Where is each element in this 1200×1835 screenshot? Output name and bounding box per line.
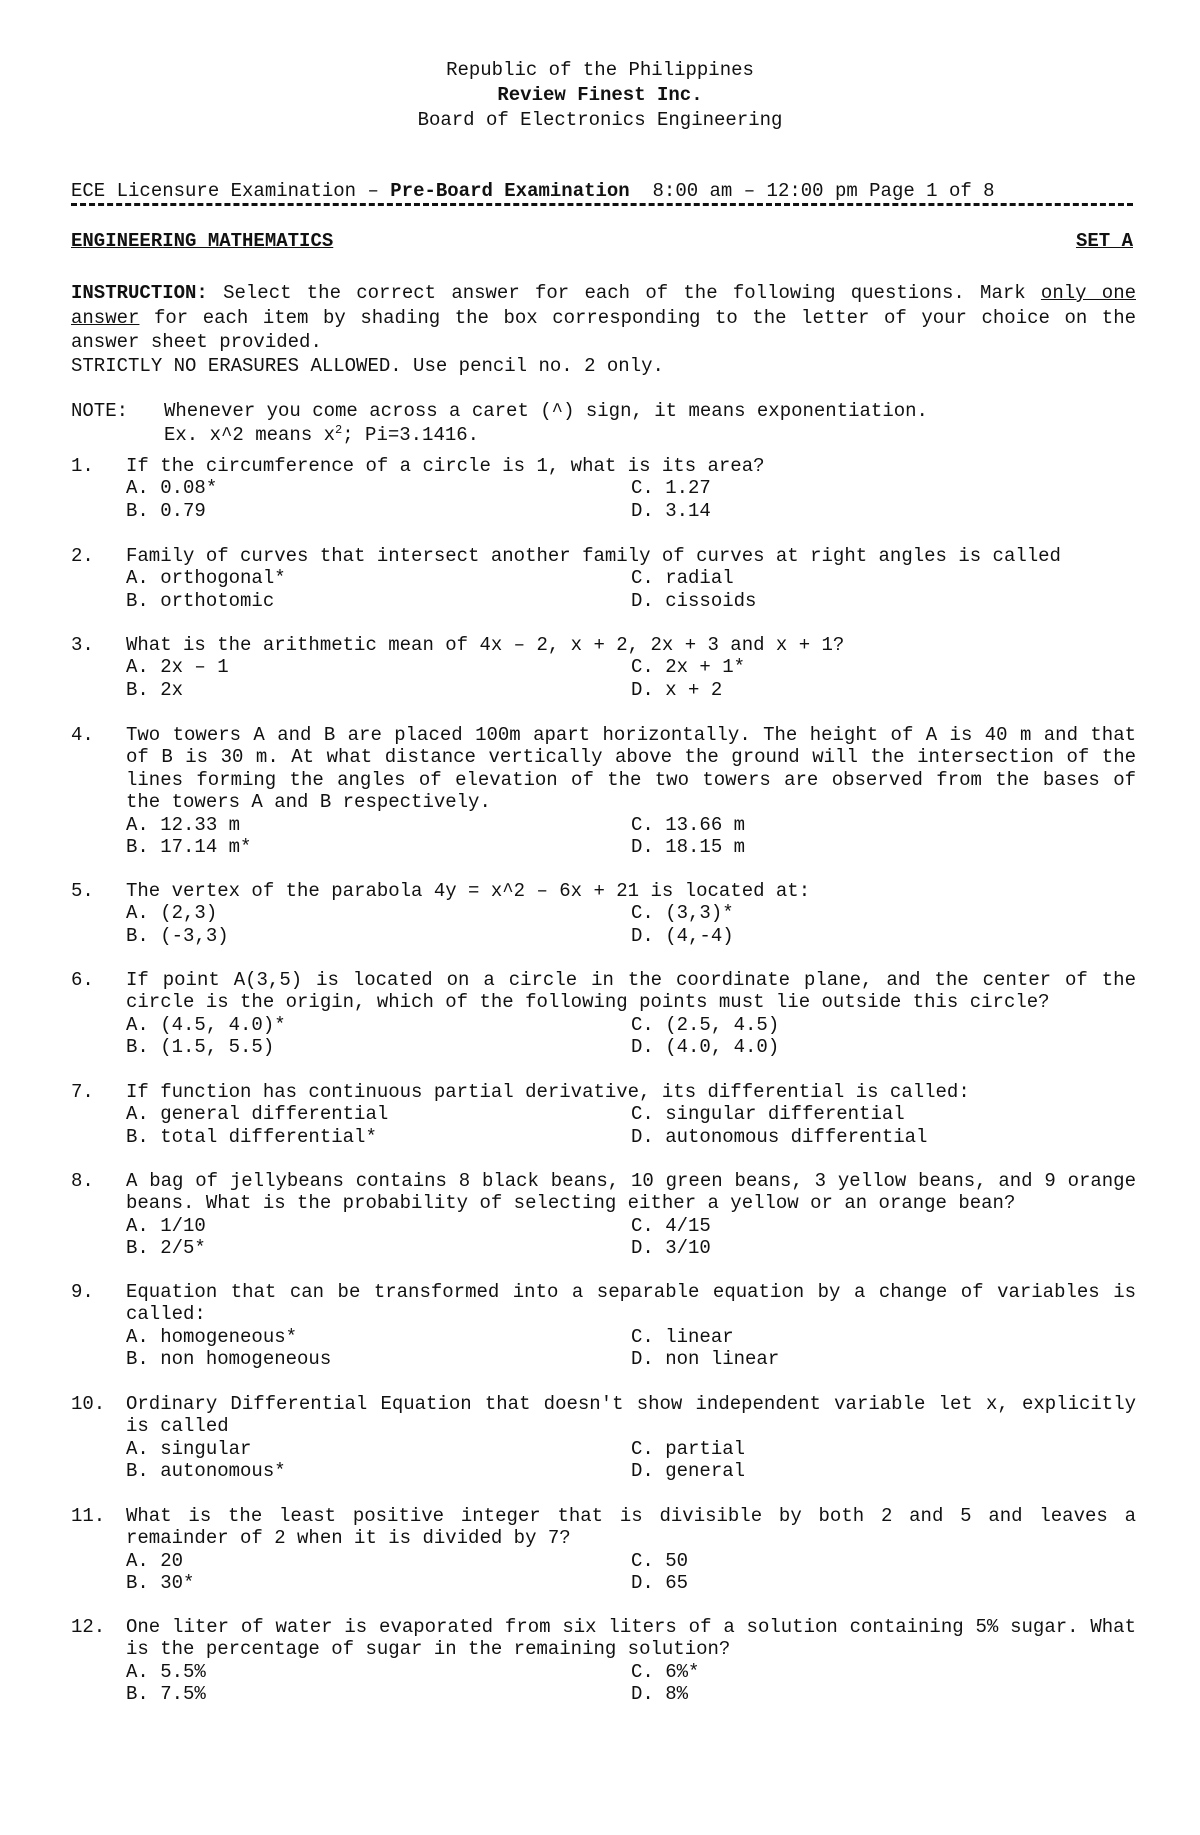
question-options — [126, 1550, 1136, 1595]
option-b: B. (1.5, 5.5) — [126, 1036, 275, 1059]
note-label: NOTE: — [71, 400, 129, 422]
question-options — [126, 1326, 1136, 1371]
header-board: Board of Electronics Engineering — [417, 109, 783, 131]
question-options — [126, 1438, 1136, 1483]
question-number: 5. — [71, 880, 94, 902]
note-line-2 — [164, 423, 479, 447]
note-line-1: Whenever you come across a caret (^) sign, it means exponentiation. — [164, 400, 928, 422]
question-item — [71, 634, 1136, 701]
question-text: What is the arithmetic mean of 4x – 2, x + 2, 2x + 3 and x + 1? — [126, 634, 845, 656]
option-a: A. 20 — [126, 1549, 184, 1572]
question-text: Ordinary Differential Equation that doesn't show independent variable let x, explicitly is called — [126, 1393, 1136, 1438]
question-text: Two towers A and B are placed 100m apart horizontally. The height of A is 40 m and that of B is 30 m. At what distance vertically above the ground will the intersection of the lines forming the angles of elevation of the two towers are observed from the bases of the towers A and B respectively. — [126, 724, 1136, 814]
option-a: A. general differential — [126, 1103, 389, 1126]
question-number: 3. — [71, 634, 94, 656]
option-c: C. linear — [631, 1325, 734, 1348]
instruction-label: INSTRUCTION: — [71, 282, 208, 304]
option-c: C. partial — [631, 1437, 746, 1460]
option-a: A. orthogonal* — [126, 567, 286, 590]
option-d: D. autonomous differential — [631, 1125, 928, 1148]
option-b: B. 0.79 — [126, 499, 206, 522]
set-label: SET A — [1075, 230, 1133, 252]
question-text: What is the least positive integer that is divisible by both 2 and 5 and leaves a remainder of 2 when it is divided by 7? — [126, 1505, 1136, 1550]
option-c: C. (3,3)* — [631, 902, 734, 925]
question-options — [126, 1014, 1136, 1059]
question-item — [71, 724, 1136, 858]
header-republic: Republic of the Philippines — [446, 59, 754, 81]
option-c: C. radial — [631, 567, 734, 590]
strict-notice: STRICTLY NO ERASURES ALLOWED. Use pencil no. 2 only. — [71, 355, 664, 377]
option-d: D. 8% — [631, 1683, 689, 1706]
option-a: A. singular — [126, 1437, 252, 1460]
question-text: If point A(3,5) is located on a circle in the coordinate plane, and the center of the circle is the origin, which of the following points must lie outside this circle? — [126, 969, 1136, 1014]
option-b: B. 7.5% — [126, 1683, 206, 1706]
option-c: C. (2.5, 4.5) — [631, 1013, 780, 1036]
option-d: D. cissoids — [631, 589, 757, 612]
option-c: C. 6%* — [631, 1660, 700, 1683]
note-superscript: 2 — [335, 423, 343, 437]
option-b: B. total differential* — [126, 1125, 377, 1148]
question-number: 2. — [71, 545, 94, 567]
question-options — [126, 814, 1136, 859]
question-item — [71, 1505, 1136, 1595]
question-options — [126, 656, 1136, 701]
option-a: A. 5.5% — [126, 1660, 206, 1683]
question-number: 12. — [71, 1616, 106, 1638]
dashed-divider — [71, 203, 1133, 206]
option-d: D. 65 — [631, 1572, 689, 1595]
question-number: 4. — [71, 724, 94, 746]
question-options — [126, 1215, 1136, 1260]
option-c: C. singular differential — [631, 1103, 905, 1126]
question-number: 10. — [71, 1393, 106, 1415]
option-a: A. 1/10 — [126, 1214, 206, 1237]
question-item — [71, 455, 1136, 522]
header-company: Review Finest Inc. — [497, 84, 703, 106]
question-item — [71, 545, 1136, 612]
question-number: 9. — [71, 1281, 94, 1303]
exam-prefix: ECE Licensure Examination – — [71, 180, 391, 202]
instruction-underlined: only one answer — [71, 282, 1136, 329]
option-b: B. autonomous* — [126, 1460, 286, 1483]
option-d: D. (4.0, 4.0) — [631, 1036, 780, 1059]
question-options — [126, 1661, 1136, 1706]
instruction-text-1: Select the correct answer for each of the following questions. Mark — [207, 282, 1041, 304]
question-text: Family of curves that intersect another family of curves at right angles is called — [126, 545, 1061, 567]
option-a: A. (2,3) — [126, 902, 218, 925]
question-item — [71, 1281, 1136, 1371]
option-b: B. 2/5* — [126, 1237, 206, 1260]
option-c: C. 4/15 — [631, 1214, 711, 1237]
option-a: A. 0.08* — [126, 477, 218, 500]
option-b: B. 2x — [126, 678, 184, 701]
option-b: B. 17.14 m* — [126, 836, 252, 859]
option-d: D. 3.14 — [631, 499, 711, 522]
instruction-text-2: for each item by shading the box corresponding to the letter of your choice on the answer sheet provided. — [71, 306, 1136, 353]
question-options — [126, 1103, 1136, 1148]
option-d: D. x + 2 — [631, 678, 723, 701]
exam-time-page: 8:00 am – 12:00 pm Page 1 of 8 — [629, 180, 995, 202]
exam-title: Pre-Board Examination — [390, 180, 630, 202]
exam-info-line — [71, 180, 995, 202]
option-a: A. 2x – 1 — [126, 656, 229, 679]
question-text: If function has continuous partial derivative, its differential is called: — [126, 1081, 970, 1103]
option-a: A. 12.33 m — [126, 813, 241, 836]
question-item — [71, 969, 1136, 1059]
question-number: 1. — [71, 455, 94, 477]
note-example-pre: Ex. x^2 means x — [164, 424, 336, 446]
option-b: B. orthotomic — [126, 589, 275, 612]
question-item — [71, 1170, 1136, 1260]
question-text: Equation that can be transformed into a separable equation by a change of variables is called: — [126, 1281, 1136, 1326]
option-d: D. non linear — [631, 1348, 780, 1371]
question-item — [71, 1081, 1136, 1148]
question-number: 8. — [71, 1170, 94, 1192]
option-d: D. (4,-4) — [631, 924, 734, 947]
question-text: One liter of water is evaporated from six liters of a solution containing 5% sugar. What is the percentage of sugar in the remaining solution? — [126, 1616, 1136, 1661]
option-c: C. 50 — [631, 1549, 689, 1572]
question-item — [71, 880, 1136, 947]
question-options — [126, 902, 1136, 947]
option-c: C. 2x + 1* — [631, 656, 746, 679]
question-options — [126, 477, 1136, 522]
option-b: B. 30* — [126, 1572, 195, 1595]
question-text: The vertex of the parabola 4y = x^2 – 6x + 21 is located at: — [126, 880, 811, 902]
option-c: C. 1.27 — [631, 477, 711, 500]
option-b: B. non homogeneous — [126, 1348, 332, 1371]
option-c: C. 13.66 m — [631, 813, 746, 836]
question-number: 11. — [71, 1505, 106, 1527]
question-number: 6. — [71, 969, 94, 991]
question-item — [71, 1393, 1136, 1483]
option-d: D. general — [631, 1460, 746, 1483]
question-item — [71, 1616, 1136, 1706]
option-a: A. homogeneous* — [126, 1325, 298, 1348]
instruction-paragraph — [71, 281, 1136, 355]
option-d: D. 3/10 — [631, 1237, 711, 1260]
question-text: A bag of jellybeans contains 8 black beans, 10 green beans, 3 yellow beans, and 9 orange beans. What is the probability of selecting either a yellow or an orange bean? — [126, 1170, 1136, 1215]
question-number: 7. — [71, 1081, 94, 1103]
option-a: A. (4.5, 4.0)* — [126, 1013, 286, 1036]
document-header — [0, 58, 1200, 133]
question-text: If the circumference of a circle is 1, what is its area? — [126, 455, 765, 477]
question-options — [126, 567, 1136, 612]
option-d: D. 18.15 m — [631, 836, 746, 859]
option-b: B. (-3,3) — [126, 924, 229, 947]
note-example-post: ; Pi=3.1416. — [342, 424, 480, 446]
subject-title: ENGINEERING MATHEMATICS — [71, 230, 334, 252]
